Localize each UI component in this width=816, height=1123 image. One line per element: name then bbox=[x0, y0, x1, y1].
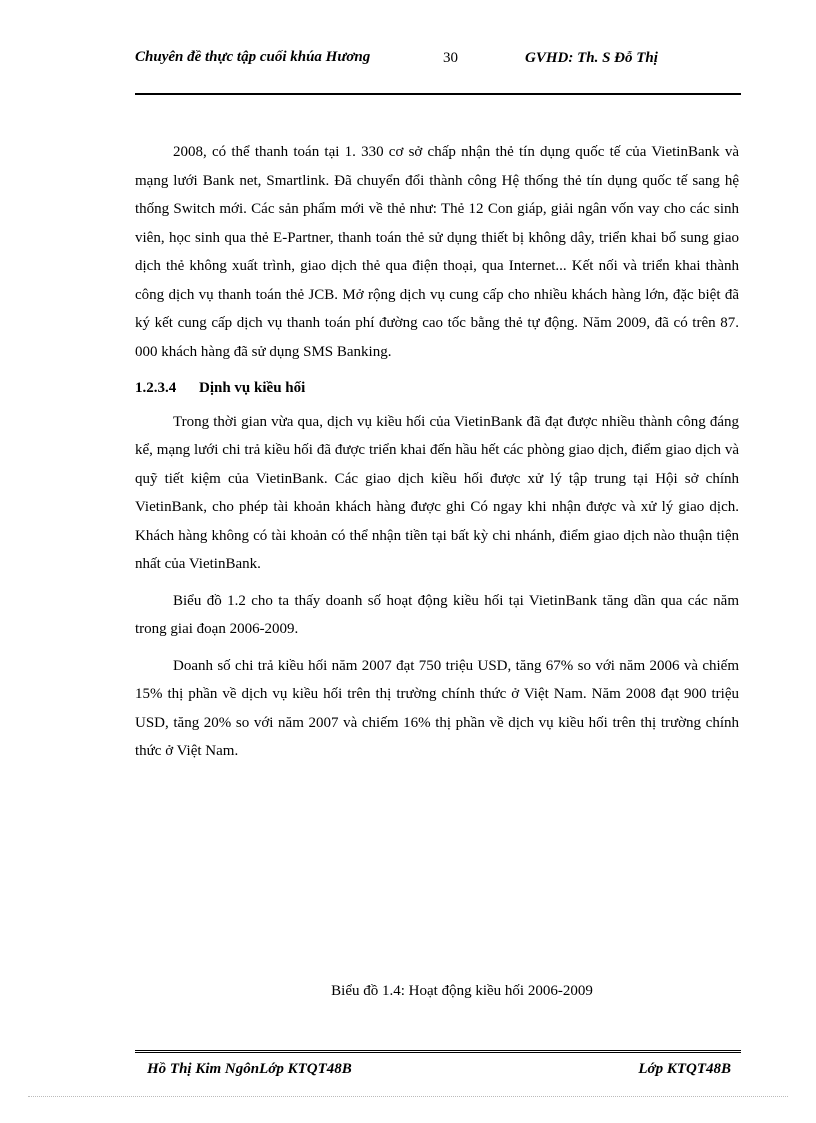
section-number: 1.2.3.4 bbox=[135, 380, 177, 396]
header-report-title: Chuyên đề thực tập cuối khúa Hương bbox=[135, 49, 371, 65]
header-supervisor: GVHD: Th. S Đỗ Thị bbox=[525, 50, 658, 66]
paragraph-remittance-figures: Doanh số chi trả kiều hối năm 2007 đạt 750 triệu USD, tăng 67% so với năm 2006 và chiếm 15% thị phần về dịch vụ kiều hối trên thị trường chính thức ở Việt Nam. Năm 2008 đạt 900 triệu USD, tăng 20% so với năm 2007 và chiếm 16% thị phần về dịch vụ kiều hối trên thị trường chính thức ở Việt Nam. bbox=[135, 657, 739, 759]
page-header bbox=[135, 48, 741, 95]
page-footer bbox=[135, 1050, 741, 1087]
footer-author: Hồ Thị Kim NgônLớp KTQT48B bbox=[147, 1061, 352, 1077]
section-heading bbox=[135, 374, 739, 403]
header-page-number: 30 bbox=[443, 50, 458, 66]
paragraph-card-services: 2008, có thể thanh toán tại 1. 330 cơ sở chấp nhận thẻ tín dụng quốc tế của VietinBank và mạng lưới Bank net, Smartlink. Đã chuyển đổi thành công Hệ thống thẻ tín dụng quốc tế sang hệ thống Switch mới. Các sản phẩm mới về thẻ như: Thẻ 12 Con giáp, giải ngân vốn vay cho các sinh viên, học sinh qua thẻ E-Partner, thanh toán thẻ sử dụng thiết bị không dây, triển khai bổ sung giao dịch thẻ không xuất trình, giao dịch thẻ qua điện thoại, qua Internet... Kết nối và triển khai thành công dịch vụ thanh toán thẻ JCB. Mở rộng dịch vụ cung cấp cho nhiều khách hàng lớn, đặc biệt đã ký kết cung cấp dịch vụ thanh toán phí đường cao tốc bằng thẻ tự động. Năm 2009, đã có trên 87. 000 khách hàng đã sử dụng SMS Banking. bbox=[135, 144, 739, 360]
document-body bbox=[135, 138, 739, 766]
chart-caption: Biểu đồ 1.4: Hoạt động kiều hối 2006-2009 bbox=[331, 983, 593, 999]
footer-class: Lớp KTQT48B bbox=[638, 1061, 731, 1077]
page-bottom-divider bbox=[28, 1096, 788, 1097]
paragraph-remittance-intro: Trong thời gian vừa qua, dịch vụ kiều hối của VietinBank đã đạt được nhiều thành công đáng kể, mạng lưới chi trả kiều hối đã được triển khai đến hầu hết các phòng giao dịch, điểm giao dịch và quỹ tiết kiệm của VietinBank. Các giao dịch kiều hối được xử lý tập trung tại Hội sở chính VietinBank, cho phép tài khoản khách hàng được ghi Có ngay khi nhận được và xử lý giao dịch. Khách hàng không có tài khoản có thể nhận tiền tại bất kỳ chi nhánh, điểm giao dịch nào thuận tiện nhất của VietinBank. bbox=[135, 413, 739, 572]
paragraph-chart-reference: Biểu đồ 1.2 cho ta thấy doanh số hoạt động kiều hối tại VietinBank tăng dần qua các năm trong giai đoạn 2006-2009. bbox=[135, 592, 739, 637]
section-title: Dịnh vụ kiều hối bbox=[199, 380, 306, 396]
